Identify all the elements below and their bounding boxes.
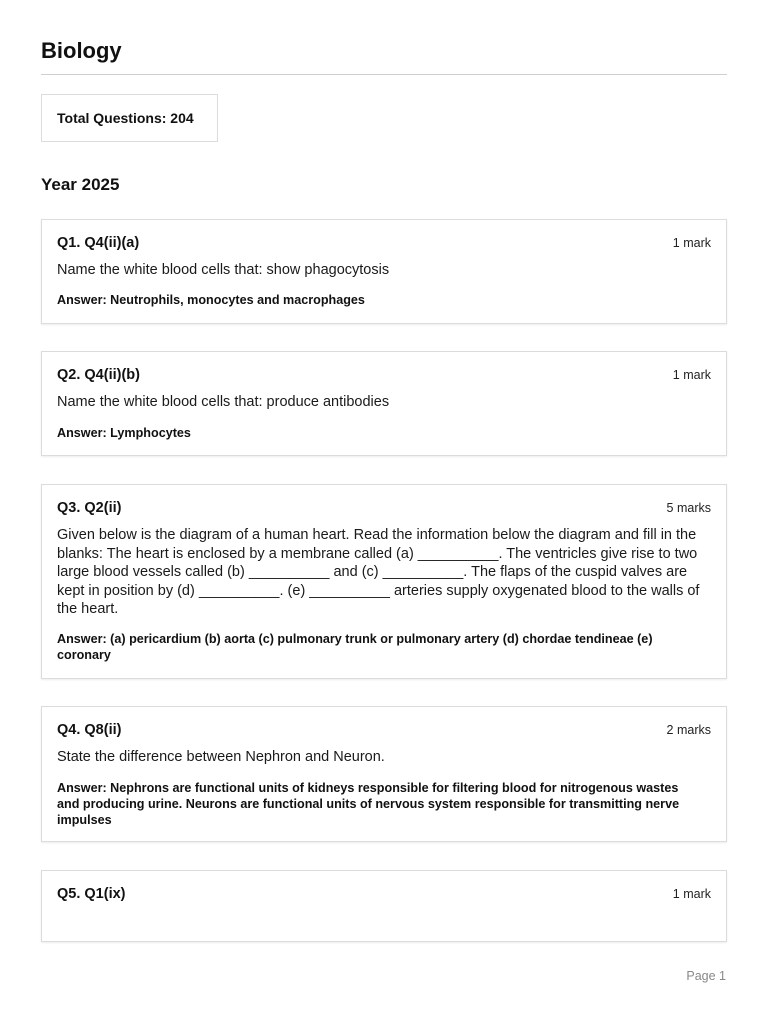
question-marks: 1 mark [672,887,711,901]
question-text: Given below is the diagram of a human heart. Read the information below the diagram and fill in the blanks: The heart is enclosed by a membrane called (a) __________. The ventricles give rise to two large blood vessels called (b) __________ and (c) __________. The flaps of the cuspid valves are kept in position by (d) __________. (e) __________ arteries supply oxygenated blood to the walls of the heart. [57,527,700,618]
question-text: State the difference between Nephron and Neuron. [57,749,385,765]
question-card [41,351,727,456]
question-card [41,219,727,324]
total-questions-box [41,94,218,142]
question-text: Name the white blood cells that: show phagocytosis [57,262,390,278]
page-number: Page 1 [686,969,726,983]
question-label: Q3. Q2(ii) [57,500,122,516]
question-card [41,870,727,942]
question-answer: Answer: Neutrophils, monocytes and macrophages [57,293,365,307]
question-card [41,706,727,842]
year-heading: Year 2025 [41,175,120,194]
question-label: Q2. Q4(ii)(b) [57,367,140,383]
page-title: Biology [41,38,122,63]
question-answer: Answer: Nephrons are functional units of kidneys responsible for filtering blood for nitrogenous wastes and producing urine. Neurons are functional units of nervous system responsible for transmitting nerve impulses [57,781,680,827]
question-marks: 1 mark [672,236,711,250]
question-text: Name the white blood cells that: produce antibodies [57,394,390,410]
question-marks: 2 marks [666,723,711,737]
question-label: Q1. Q4(ii)(a) [57,235,140,251]
total-questions-text: Total Questions: 204 [57,110,194,126]
title-divider [41,74,727,75]
question-card [41,484,727,679]
question-marks: 1 mark [672,368,711,382]
question-marks: 5 marks [666,501,711,515]
question-label: Q4. Q8(ii) [57,722,122,738]
question-answer: Answer: Lymphocytes [57,426,191,440]
question-answer: Answer: (a) pericardium (b) aorta (c) pulmonary trunk or pulmonary artery (d) chordae tendineae (e) coronary [57,632,653,662]
question-label: Q5. Q1(ix) [57,886,126,902]
